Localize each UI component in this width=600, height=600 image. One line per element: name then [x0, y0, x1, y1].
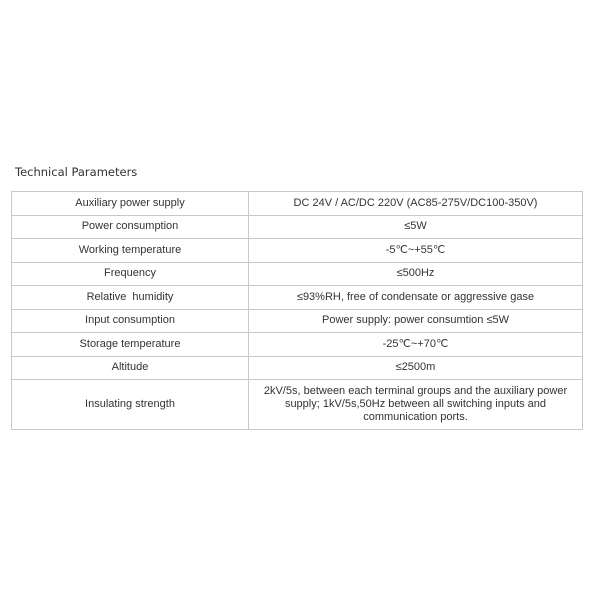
parameter-value: DC 24V / AC/DC 220V (AC85-275V/DC100-350V) — [249, 192, 583, 216]
parameter-value: ≤2500m — [249, 356, 583, 380]
parameter-name: Input consumption — [12, 309, 249, 333]
parameter-value: ≤5W — [249, 215, 583, 239]
table-row — [12, 380, 583, 430]
parameter-name: Storage temperature — [12, 333, 249, 357]
table-row — [12, 262, 583, 286]
section-title: Technical Parameters — [15, 165, 138, 179]
parameter-name: Altitude — [12, 356, 249, 380]
parameter-name: Frequency — [12, 262, 249, 286]
table-row — [12, 309, 583, 333]
parameter-name: Working temperature — [12, 239, 249, 263]
table-row — [12, 215, 583, 239]
table-row — [12, 192, 583, 216]
table-row — [12, 286, 583, 310]
parameter-value: Power supply: power consumtion ≤5W — [249, 309, 583, 333]
parameter-name: Relative humidity — [12, 286, 249, 310]
parameter-name: Insulating strength — [12, 380, 249, 430]
table-row — [12, 333, 583, 357]
parameter-value: ≤93%RH, free of condensate or aggressive gase — [249, 286, 583, 310]
parameter-value: -25℃~+70℃ — [249, 333, 583, 357]
parameter-value: 2kV/5s, between each terminal groups and the auxiliary power supply; 1kV/5s,50Hz between all switching inputs and communication ports. — [249, 380, 583, 430]
parameter-name: Power consumption — [12, 215, 249, 239]
table-row — [12, 356, 583, 380]
table-row — [12, 239, 583, 263]
parameter-value: -5℃~+55℃ — [249, 239, 583, 263]
technical-parameters-table — [11, 191, 583, 430]
parameter-name: Auxiliary power supply — [12, 192, 249, 216]
parameter-value: ≤500Hz — [249, 262, 583, 286]
